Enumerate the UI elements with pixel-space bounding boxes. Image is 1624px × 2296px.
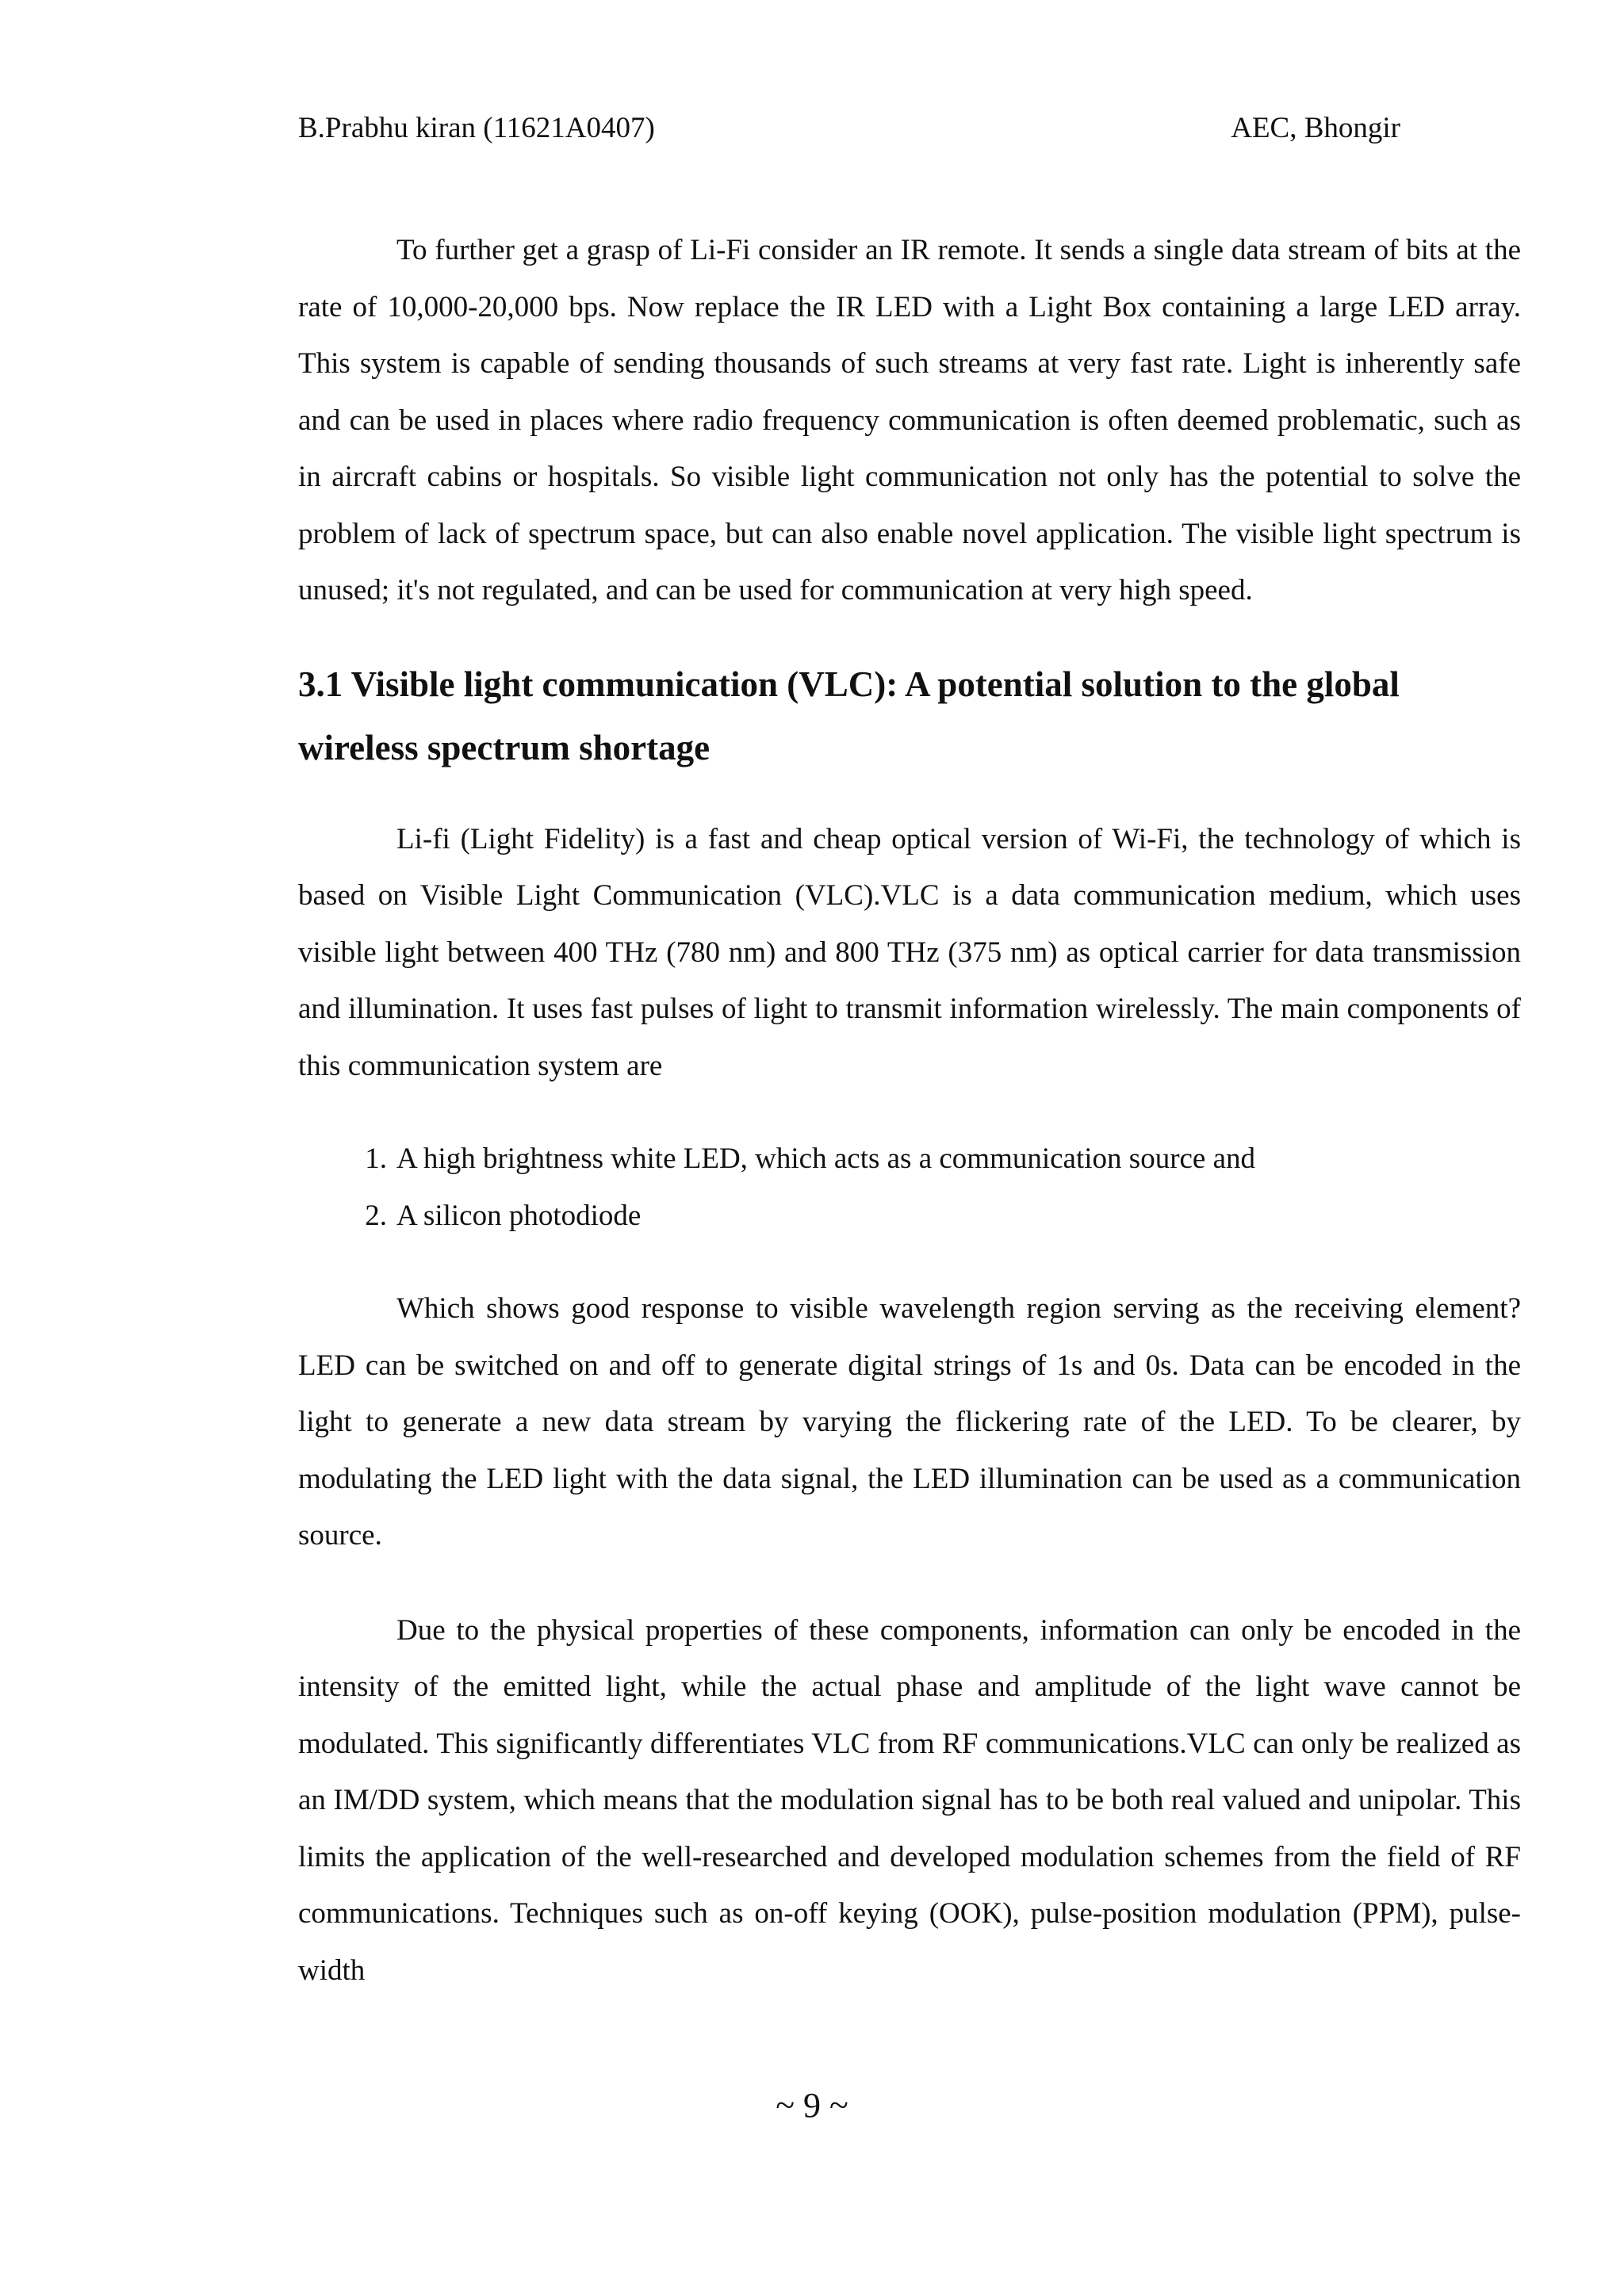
paragraph-physical: Due to the physical properties of these components, information can only be encoded in the intensity of the emitted light, while the actual phase and amplitude of the light wave cannot be modulated. This significantly differentiates VLC from RF communications.VLC can only be realized as an IM/DD system, which means that the modulation signal has to be both real valued and unipolar. This limits the application of the well-researched and developed modulation schemes from the field of RF communications. Techniques such as on-off keying (OOK), pulse-position modulation (PPM), pulse-width	[298, 1613, 1521, 1987]
list-item	[298, 1131, 1521, 1188]
list-item	[298, 1188, 1521, 1245]
paragraph-response: Which shows good response to visible wavelength region serving as the receiving element? LED can be switched on and off to generate digital strings of 1s and 0s. Data can be encoded in the light to generate a new data stream by varying the flickering rate of the LED. To be clearer, by modulating the LED light with the data signal, the LED illumination can be used as a communication source.	[298, 1292, 1521, 1552]
list-item-text: A high brightness white LED, which acts as a communication source and	[396, 1142, 1256, 1175]
page-body	[298, 222, 1521, 1999]
header-institution: AEC, Bhongir	[1231, 112, 1400, 144]
paragraph-vlc: Li-fi (Light Fidelity) is a fast and cheap optical version of Wi-Fi, the technology of which is based on Visible Light Communication (VLC).VLC is a data communication medium, which uses visible light between 400 THz (780 nm) and 800 THz (375 nm) as optical carrier for data transmission and illumination. It uses fast pulses of light to transmit information wirelessly. The main components of this communication system are	[298, 822, 1521, 1082]
page-number: ~ 9 ~	[776, 2086, 848, 2125]
paragraph-intro: To further get a grasp of Li-Fi consider an IR remote. It sends a single data stream of bits at the rate of 10,000-20,000 bps. Now replace the IR LED with a Light Box containing a large LED array. This system is capable of sending thousands of such streams at very fast rate. Light is inherently safe and can be used in places where radio frequency communication is often deemed problematic, such as in aircraft cabins or hospitals. So visible light communication not only has the potential to solve the problem of lack of spectrum space, but can also enable novel application. The visible light spectrum is unused; it's not regulated, and can be used for communication at very high speed.	[298, 234, 1521, 607]
section-heading: 3.1 Visible light communication (VLC): A potential solution to the global wireless spectrum shortage	[298, 664, 1400, 767]
list-item-number: 2.	[365, 1199, 387, 1232]
components-list	[298, 1131, 1521, 1244]
header-author: B.Prabhu kiran (11621A0407)	[298, 112, 655, 144]
list-item-number: 1.	[365, 1142, 387, 1175]
list-item-text: A silicon photodiode	[396, 1199, 642, 1232]
